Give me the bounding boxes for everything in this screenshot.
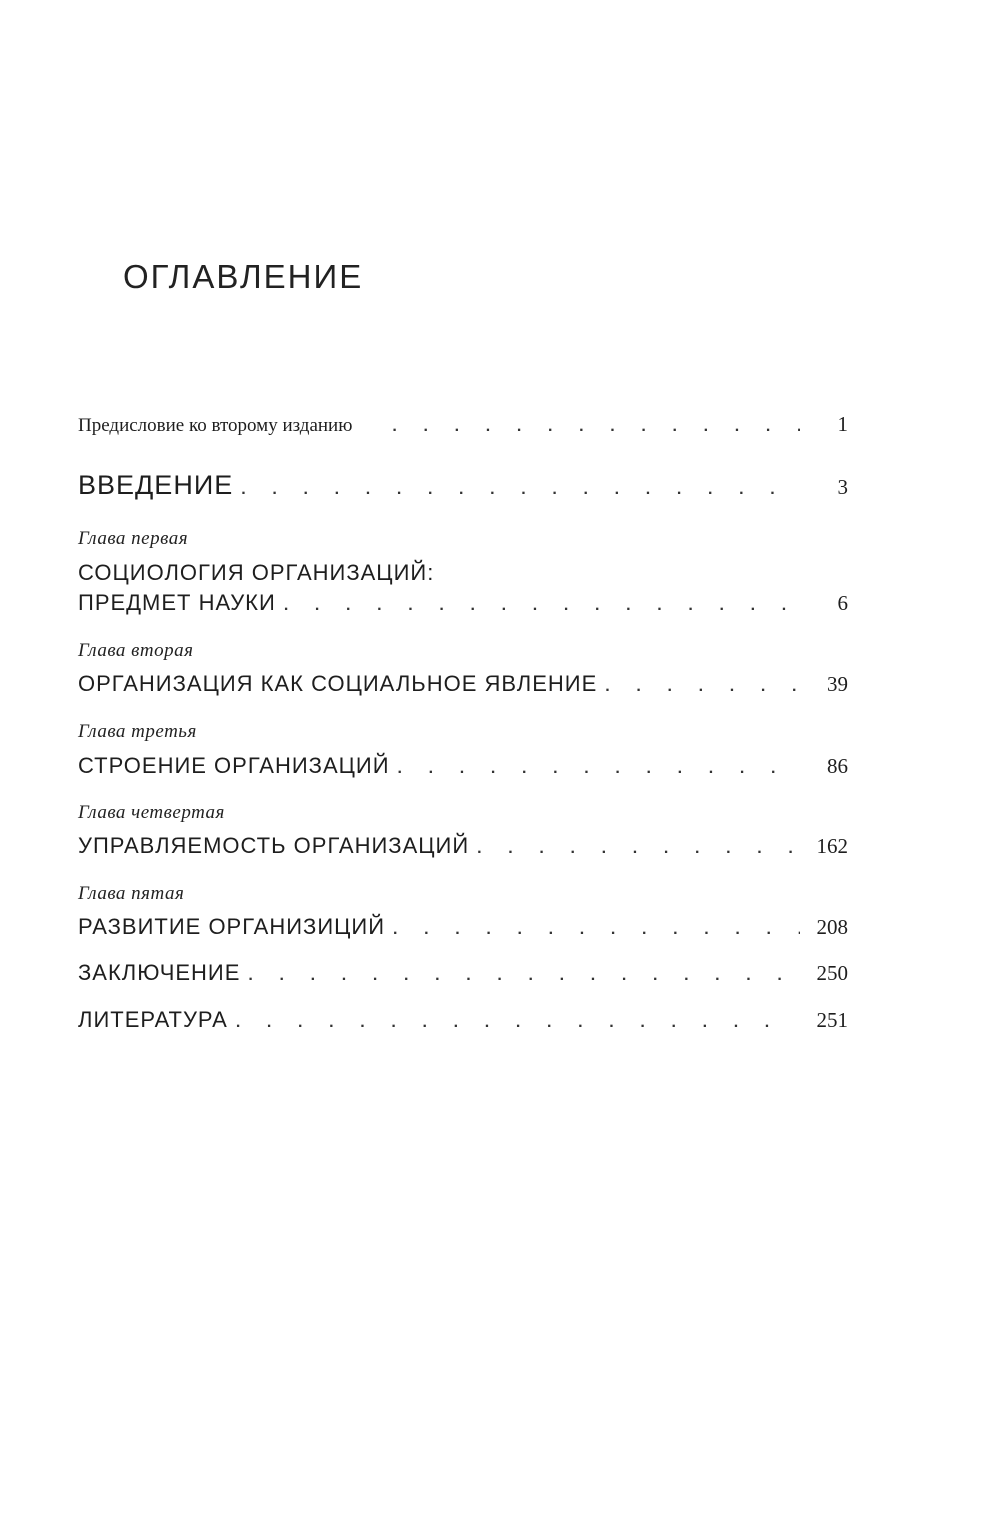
chapter-label-3: Глава третья [78, 721, 197, 742]
toc-page-number: 251 [816, 1008, 848, 1032]
chapter-label-2: Глава вторая [78, 640, 194, 661]
toc-entry-introduction[interactable] [78, 470, 848, 501]
toc-entry-chapter-2[interactable] [78, 671, 848, 697]
toc-entry-preface[interactable] [78, 412, 848, 437]
toc-entry-label: Предисловие ко второму изданию [78, 415, 353, 436]
toc-page-number: 86 [827, 754, 848, 778]
toc-entry-chapter-4[interactable] [78, 833, 848, 859]
leader-dots [284, 597, 800, 615]
toc-entry-label: ПРЕДМЕТ НАУКИ [78, 590, 276, 615]
toc-entry-label: СТРОЕНИЕ ОРГАНИЗАЦИЙ [78, 753, 390, 778]
chapter-label-4: Глава четвертая [78, 802, 225, 823]
leader-dots [605, 678, 800, 696]
leader-dots [248, 967, 800, 985]
toc-entry-label: ОРГАНИЗАЦИЯ КАК СОЦИАЛЬНОЕ ЯВЛЕНИЕ [78, 671, 598, 696]
toc-page-number: 3 [837, 475, 848, 499]
toc-entry-label: РАЗВИТИЕ ОРГАНИЗИЦИЙ [78, 914, 386, 939]
toc-page-number: 6 [837, 591, 848, 615]
chapter-title-1-line1[interactable]: СОЦИОЛОГИЯ ОРГАНИЗАЦИЙ: [78, 560, 435, 585]
toc-entry-label: ЗАКЛЮЧЕНИЕ [78, 960, 241, 985]
toc-entry-chapter-5[interactable] [78, 914, 848, 940]
chapter-label-5: Глава пятая [78, 883, 185, 904]
toc-entry-label: ЛИТЕРАТУРА [78, 1007, 228, 1032]
leader-dots [392, 418, 800, 436]
toc-page-number: 208 [816, 915, 848, 939]
leader-dots [241, 481, 800, 499]
toc-entry-label: ВВЕДЕНИЕ [78, 470, 234, 500]
toc-page-number: 1 [837, 412, 848, 436]
leader-dots [236, 1014, 800, 1032]
toc-entry-chapter-3[interactable] [78, 753, 848, 779]
toc-page-number: 162 [816, 834, 848, 858]
chapter-label-1: Глава первая [78, 528, 189, 549]
leader-dots [477, 840, 800, 858]
toc-page-number: 250 [816, 961, 848, 985]
toc-page-number: 39 [827, 672, 848, 696]
page-title: ОГЛАВЛЕНИЕ [123, 258, 364, 295]
toc-entry-label: УПРАВЛЯЕМОСТЬ ОРГАНИЗАЦИЙ [78, 833, 470, 858]
leader-dots [393, 921, 800, 939]
leader-dots [398, 760, 800, 778]
toc-entry-literature[interactable] [78, 1007, 848, 1033]
toc-entry-chapter-1[interactable] [78, 590, 848, 616]
toc-entry-conclusion[interactable] [78, 960, 848, 986]
